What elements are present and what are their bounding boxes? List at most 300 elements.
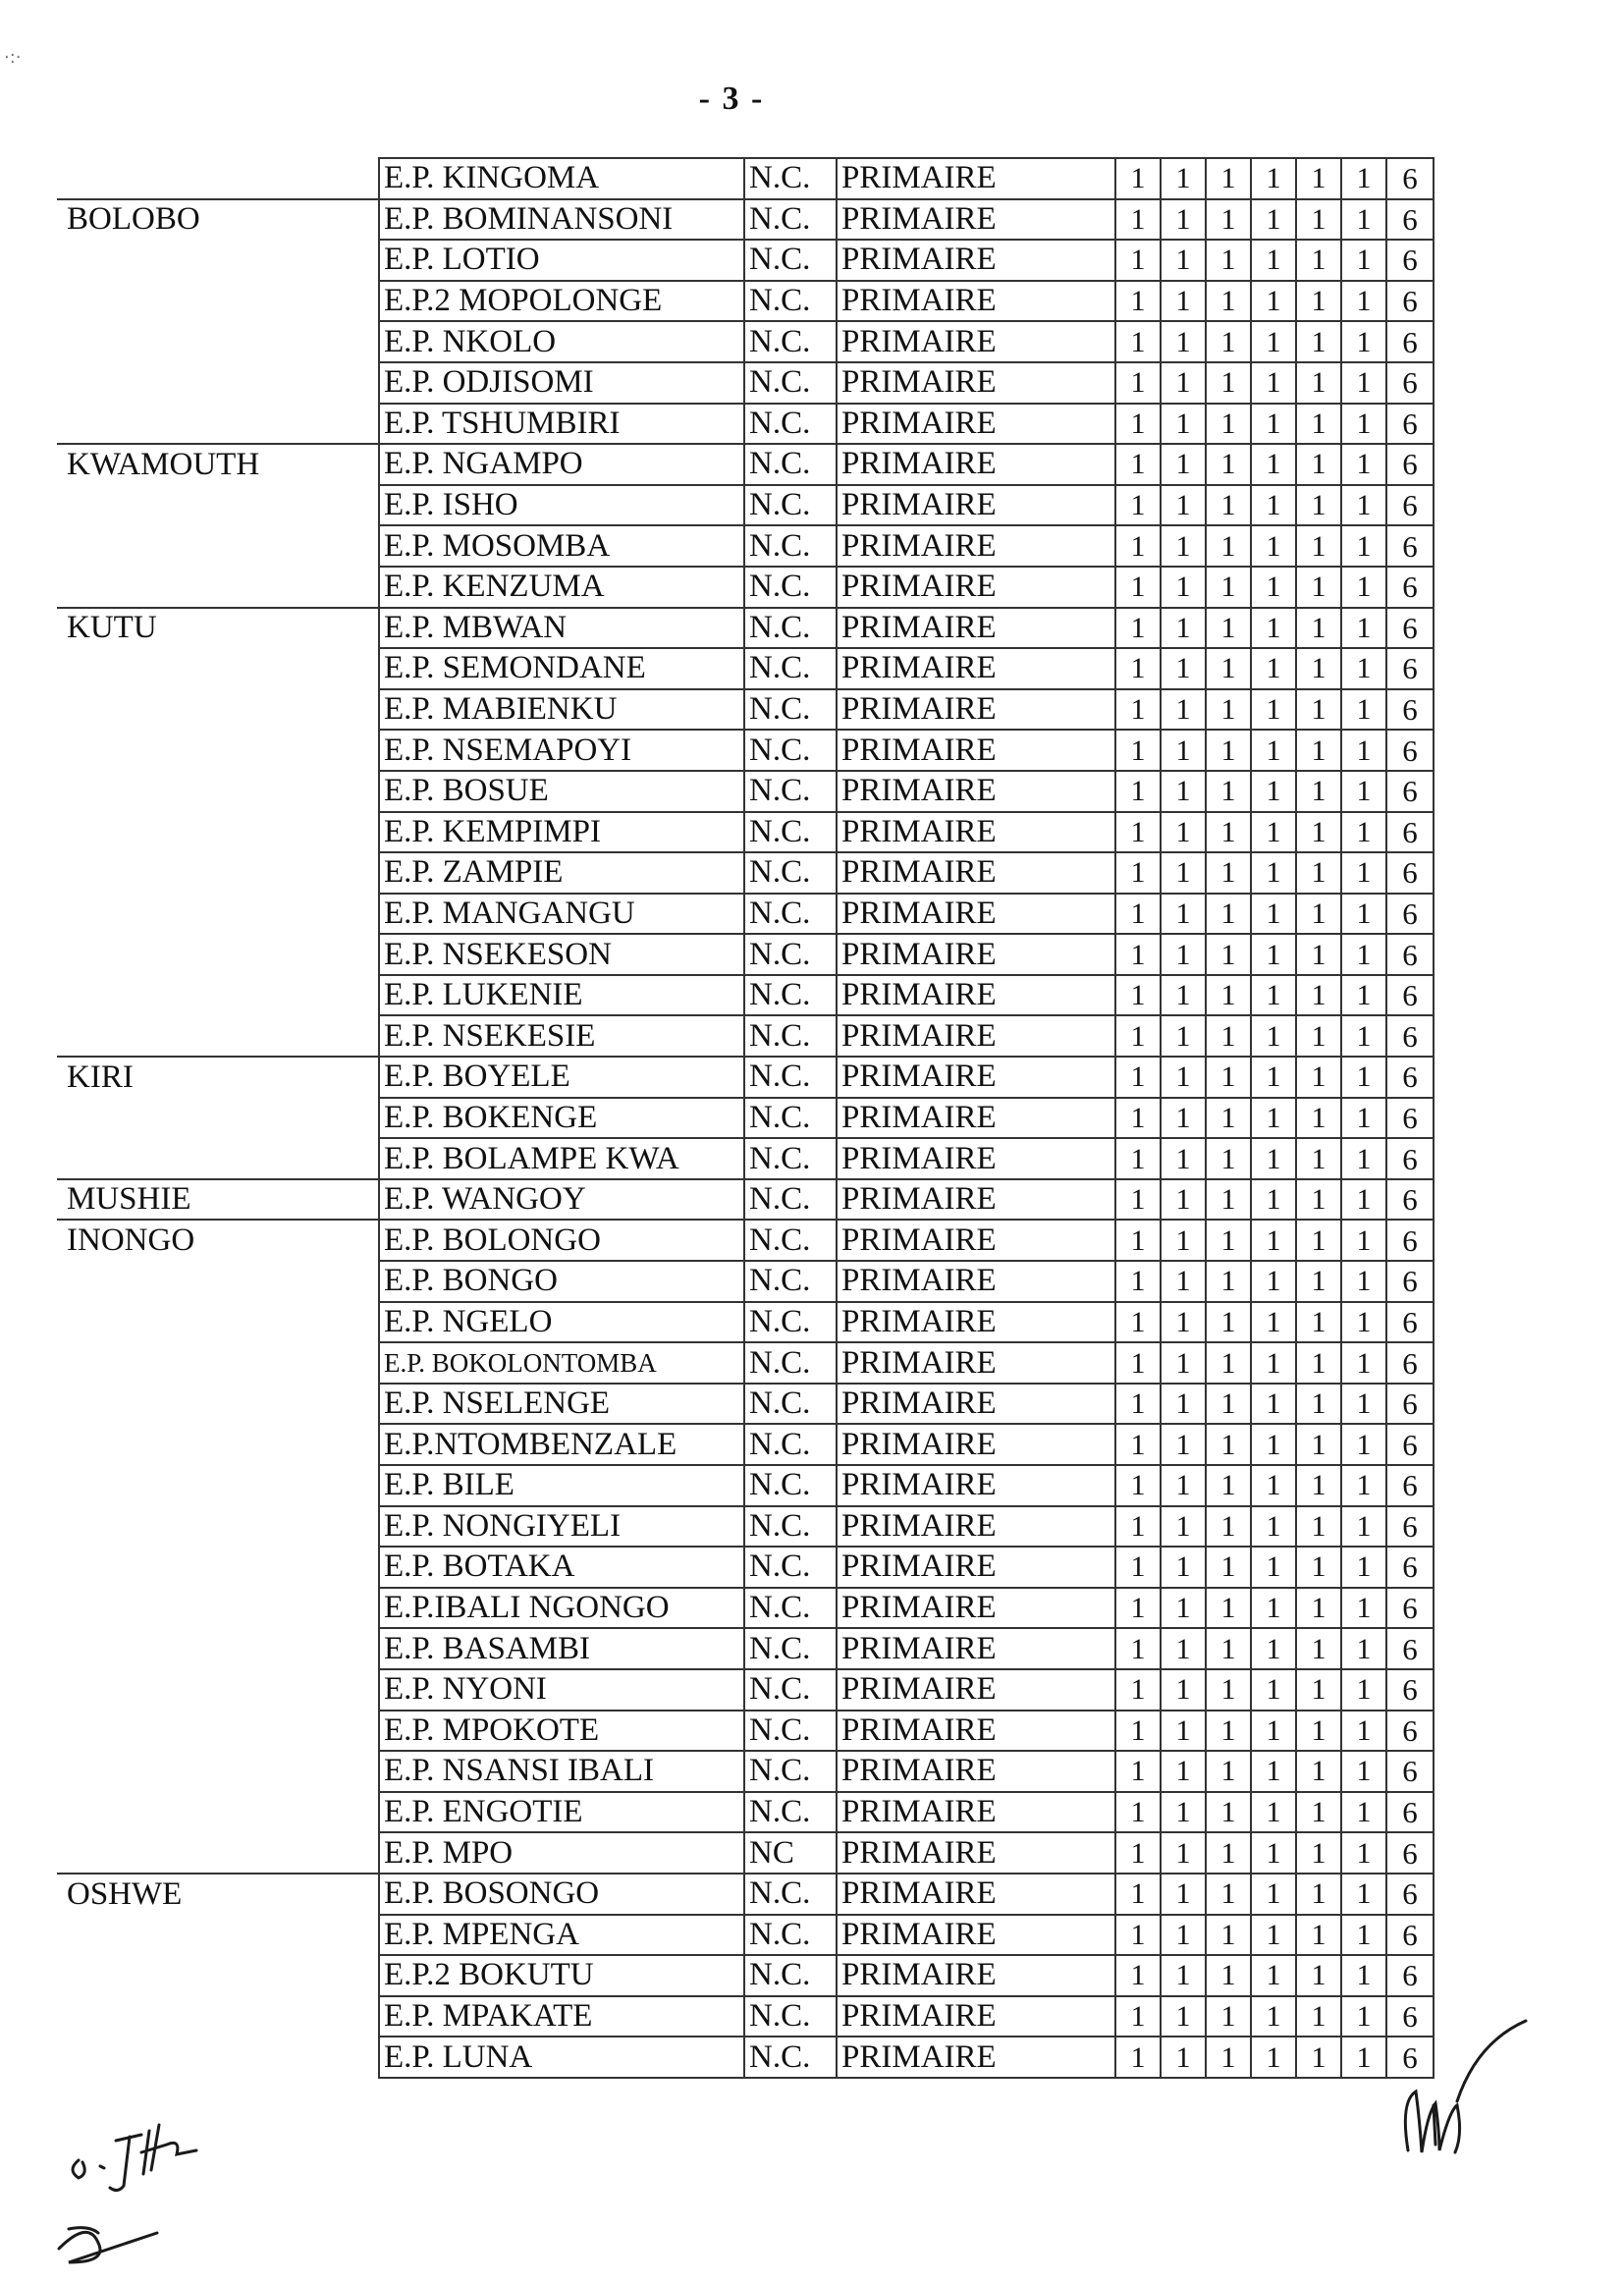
class-count-cell: 1	[1206, 1384, 1251, 1425]
school-name-cell: E.P. BOLAMPE KWA	[379, 1138, 744, 1179]
level-cell: PRIMAIRE	[837, 1711, 1115, 1752]
class-count-cell: 1	[1161, 1874, 1206, 1915]
class-count-cell: 1	[1161, 1220, 1206, 1261]
total-cell: 6	[1386, 1711, 1434, 1752]
territory-cell	[57, 281, 379, 322]
school-name-cell: E.P. BOSONGO	[379, 1874, 744, 1915]
status-cell: N.C.	[744, 1138, 837, 1179]
class-count-cell: 1	[1206, 1179, 1251, 1221]
class-count-cell: 1	[1206, 689, 1251, 731]
level-cell: PRIMAIRE	[837, 158, 1115, 199]
territory-cell	[57, 2037, 379, 2078]
school-name-cell: E.P. MPENGA	[379, 1915, 744, 1956]
table-row	[57, 485, 1434, 526]
class-count-cell: 1	[1161, 199, 1206, 241]
school-name-cell: E.P. MANGANGU	[379, 894, 744, 935]
class-count-cell: 1	[1115, 1547, 1161, 1588]
class-count-cell: 1	[1161, 812, 1206, 853]
class-count-cell: 1	[1251, 1792, 1296, 1833]
class-count-cell: 1	[1341, 894, 1386, 935]
class-count-cell: 1	[1341, 1915, 1386, 1956]
total-cell: 6	[1386, 485, 1434, 526]
level-cell: PRIMAIRE	[837, 444, 1115, 485]
level-cell: PRIMAIRE	[837, 1342, 1115, 1384]
class-count-cell: 1	[1251, 281, 1296, 322]
table-row	[57, 771, 1434, 812]
school-name-cell: E.P. NSEKESON	[379, 934, 744, 975]
class-count-cell: 1	[1296, 321, 1341, 362]
class-count-cell: 1	[1115, 1628, 1161, 1669]
class-count-cell: 1	[1115, 934, 1161, 975]
status-cell: N.C.	[744, 158, 837, 199]
table-row	[57, 689, 1434, 731]
class-count-cell: 1	[1296, 1302, 1341, 1343]
territory-cell: KWAMOUTH	[57, 444, 379, 485]
class-count-cell: 1	[1161, 1547, 1206, 1588]
class-count-cell: 1	[1341, 1424, 1386, 1465]
class-count-cell: 1	[1341, 1792, 1386, 1833]
class-count-cell: 1	[1341, 525, 1386, 567]
level-cell: PRIMAIRE	[837, 567, 1115, 608]
school-name-cell: E.P. KEMPIMPI	[379, 812, 744, 853]
class-count-cell: 1	[1251, 362, 1296, 404]
level-cell: PRIMAIRE	[837, 1832, 1115, 1874]
class-count-cell: 1	[1206, 648, 1251, 689]
class-count-cell: 1	[1206, 812, 1251, 853]
class-count-cell: 1	[1115, 2037, 1161, 2078]
territory-cell	[57, 934, 379, 975]
total-cell: 6	[1386, 404, 1434, 445]
status-cell: N.C.	[744, 1792, 837, 1833]
class-count-cell: 1	[1341, 1874, 1386, 1915]
table-row	[57, 1547, 1434, 1588]
class-count-cell: 1	[1115, 975, 1161, 1016]
territory-cell: KUTU	[57, 608, 379, 649]
class-count-cell: 1	[1161, 1628, 1206, 1669]
schools-table	[57, 157, 1435, 2079]
class-count-cell: 1	[1251, 771, 1296, 812]
table-row	[57, 1832, 1434, 1874]
table-row	[57, 934, 1434, 975]
class-count-cell: 1	[1251, 485, 1296, 526]
territory-cell	[57, 404, 379, 445]
class-count-cell: 1	[1296, 1547, 1341, 1588]
total-cell: 6	[1386, 1057, 1434, 1098]
table-row	[57, 567, 1434, 608]
handwritten-signature-right	[1394, 2003, 1571, 2170]
level-cell: PRIMAIRE	[837, 1669, 1115, 1711]
class-count-cell: 1	[1206, 1547, 1251, 1588]
level-cell: PRIMAIRE	[837, 1955, 1115, 1996]
status-cell: N.C.	[744, 1711, 837, 1752]
total-cell: 6	[1386, 1588, 1434, 1629]
level-cell: PRIMAIRE	[837, 404, 1115, 445]
school-name-cell: E.P. BASAMBI	[379, 1628, 744, 1669]
total-cell: 6	[1386, 1506, 1434, 1548]
status-cell: N.C.	[744, 852, 837, 894]
total-cell: 6	[1386, 1179, 1434, 1221]
territory-cell	[57, 1915, 379, 1956]
territory-cell: MUSHIE	[57, 1179, 379, 1221]
status-cell: N.C.	[744, 404, 837, 445]
school-name-cell: E.P.IBALI NGONGO	[379, 1588, 744, 1629]
level-cell: PRIMAIRE	[837, 1179, 1115, 1221]
school-name-cell: E.P.2 MOPOLONGE	[379, 281, 744, 322]
level-cell: PRIMAIRE	[837, 1220, 1115, 1261]
class-count-cell: 1	[1251, 1342, 1296, 1384]
status-cell: N.C.	[744, 608, 837, 649]
level-cell: PRIMAIRE	[837, 1261, 1115, 1302]
status-cell: N.C.	[744, 281, 837, 322]
class-count-cell: 1	[1161, 1955, 1206, 1996]
class-count-cell: 1	[1251, 1915, 1296, 1956]
class-count-cell: 1	[1161, 1302, 1206, 1343]
class-count-cell: 1	[1296, 362, 1341, 404]
total-cell: 6	[1386, 158, 1434, 199]
status-cell: N.C.	[744, 1261, 837, 1302]
class-count-cell: 1	[1115, 648, 1161, 689]
school-name-cell: E.P. BOKOLONTOMBA	[379, 1342, 744, 1384]
status-cell: N.C.	[744, 525, 837, 567]
class-count-cell: 1	[1206, 1588, 1251, 1629]
class-count-cell: 1	[1296, 771, 1341, 812]
class-count-cell: 1	[1296, 158, 1341, 199]
status-cell: N.C.	[744, 199, 837, 241]
table-row	[57, 1506, 1434, 1548]
class-count-cell: 1	[1161, 934, 1206, 975]
class-count-cell: 1	[1206, 1628, 1251, 1669]
territory-cell	[57, 771, 379, 812]
class-count-cell: 1	[1206, 485, 1251, 526]
class-count-cell: 1	[1206, 525, 1251, 567]
table-row	[57, 2037, 1434, 2078]
class-count-cell: 1	[1115, 1424, 1161, 1465]
class-count-cell: 1	[1115, 812, 1161, 853]
class-count-cell: 1	[1296, 1751, 1341, 1792]
class-count-cell: 1	[1341, 404, 1386, 445]
class-count-cell: 1	[1296, 975, 1341, 1016]
class-count-cell: 1	[1115, 1996, 1161, 2038]
total-cell: 6	[1386, 1628, 1434, 1669]
class-count-cell: 1	[1161, 1098, 1206, 1139]
total-cell: 6	[1386, 321, 1434, 362]
class-count-cell: 1	[1161, 1138, 1206, 1179]
school-name-cell: E.P. ISHO	[379, 485, 744, 526]
class-count-cell: 1	[1161, 1384, 1206, 1425]
level-cell: PRIMAIRE	[837, 1751, 1115, 1792]
table-row	[57, 1424, 1434, 1465]
total-cell: 6	[1386, 771, 1434, 812]
school-name-cell: E.P. NGELO	[379, 1302, 744, 1343]
class-count-cell: 1	[1206, 1098, 1251, 1139]
territory-cell	[57, 485, 379, 526]
status-cell: N.C.	[744, 240, 837, 281]
class-count-cell: 1	[1161, 1792, 1206, 1833]
class-count-cell: 1	[1296, 1424, 1341, 1465]
class-count-cell: 1	[1161, 608, 1206, 649]
level-cell: PRIMAIRE	[837, 1384, 1115, 1425]
table-row	[57, 1384, 1434, 1425]
class-count-cell: 1	[1341, 1465, 1386, 1506]
class-count-cell: 1	[1296, 812, 1341, 853]
class-count-cell: 1	[1206, 321, 1251, 362]
status-cell: N.C.	[744, 567, 837, 608]
total-cell: 6	[1386, 1384, 1434, 1425]
table-row	[57, 648, 1434, 689]
school-name-cell: E.P. MABIENKU	[379, 689, 744, 731]
school-name-cell: E.P. ODJISOMI	[379, 362, 744, 404]
total-cell: 6	[1386, 1138, 1434, 1179]
class-count-cell: 1	[1251, 1465, 1296, 1506]
class-count-cell: 1	[1341, 240, 1386, 281]
class-count-cell: 1	[1251, 934, 1296, 975]
class-count-cell: 1	[1251, 1751, 1296, 1792]
total-cell: 6	[1386, 1669, 1434, 1711]
total-cell: 6	[1386, 934, 1434, 975]
class-count-cell: 1	[1341, 934, 1386, 975]
level-cell: PRIMAIRE	[837, 894, 1115, 935]
level-cell: PRIMAIRE	[837, 1547, 1115, 1588]
status-cell: N.C.	[744, 1669, 837, 1711]
class-count-cell: 1	[1115, 199, 1161, 241]
class-count-cell: 1	[1341, 199, 1386, 241]
territory-cell	[57, 1792, 379, 1833]
class-count-cell: 1	[1115, 689, 1161, 731]
class-count-cell: 1	[1341, 1138, 1386, 1179]
level-cell: PRIMAIRE	[837, 321, 1115, 362]
class-count-cell: 1	[1251, 1015, 1296, 1057]
class-count-cell: 1	[1206, 894, 1251, 935]
status-cell: N.C.	[744, 2037, 837, 2078]
class-count-cell: 1	[1206, 730, 1251, 771]
class-count-cell: 1	[1161, 1424, 1206, 1465]
territory-cell	[57, 1955, 379, 1996]
class-count-cell: 1	[1296, 1384, 1341, 1425]
level-cell: PRIMAIRE	[837, 1465, 1115, 1506]
class-count-cell: 1	[1251, 648, 1296, 689]
status-cell: N.C.	[744, 812, 837, 853]
class-count-cell: 1	[1161, 1751, 1206, 1792]
territory-cell	[57, 1588, 379, 1629]
class-count-cell: 1	[1161, 648, 1206, 689]
class-count-cell: 1	[1251, 2037, 1296, 2078]
level-cell: PRIMAIRE	[837, 525, 1115, 567]
school-name-cell: E.P. LUKENIE	[379, 975, 744, 1016]
territory-cell: OSHWE	[57, 1874, 379, 1915]
class-count-cell: 1	[1296, 730, 1341, 771]
class-count-cell: 1	[1251, 812, 1296, 853]
class-count-cell: 1	[1251, 444, 1296, 485]
table-row	[57, 281, 1434, 322]
table-row	[57, 1220, 1434, 1261]
class-count-cell: 1	[1296, 199, 1341, 241]
total-cell: 6	[1386, 362, 1434, 404]
class-count-cell: 1	[1296, 404, 1341, 445]
table-row	[57, 1955, 1434, 1996]
class-count-cell: 1	[1161, 1588, 1206, 1629]
class-count-cell: 1	[1206, 608, 1251, 649]
class-count-cell: 1	[1296, 1179, 1341, 1221]
status-cell: N.C.	[744, 1915, 837, 1956]
level-cell: PRIMAIRE	[837, 852, 1115, 894]
class-count-cell: 1	[1161, 689, 1206, 731]
class-count-cell: 1	[1296, 1506, 1341, 1548]
table-row	[57, 1098, 1434, 1139]
total-cell: 6	[1386, 444, 1434, 485]
status-cell: N.C.	[744, 894, 837, 935]
class-count-cell: 1	[1296, 1015, 1341, 1057]
table-row	[57, 1302, 1434, 1343]
class-count-cell: 1	[1296, 1669, 1341, 1711]
total-cell: 6	[1386, 812, 1434, 853]
class-count-cell: 1	[1206, 158, 1251, 199]
status-cell: N.C.	[744, 1506, 837, 1548]
level-cell: PRIMAIRE	[837, 1506, 1115, 1548]
school-name-cell: E.P. MPAKATE	[379, 1996, 744, 2038]
handwritten-signature-left	[39, 2101, 255, 2278]
class-count-cell: 1	[1206, 771, 1251, 812]
school-name-cell: E.P. MPOKOTE	[379, 1711, 744, 1752]
total-cell: 6	[1386, 1874, 1434, 1915]
class-count-cell: 1	[1296, 240, 1341, 281]
class-count-cell: 1	[1161, 1179, 1206, 1221]
table-row	[57, 1711, 1434, 1752]
level-cell: PRIMAIRE	[837, 281, 1115, 322]
status-cell: N.C.	[744, 444, 837, 485]
class-count-cell: 1	[1296, 1792, 1341, 1833]
class-count-cell: 1	[1206, 1261, 1251, 1302]
class-count-cell: 1	[1296, 648, 1341, 689]
level-cell: PRIMAIRE	[837, 1138, 1115, 1179]
level-cell: PRIMAIRE	[837, 812, 1115, 853]
total-cell: 6	[1386, 608, 1434, 649]
class-count-cell: 1	[1341, 1588, 1386, 1629]
school-name-cell: E.P. BOSUE	[379, 771, 744, 812]
class-count-cell: 1	[1296, 1955, 1341, 1996]
class-count-cell: 1	[1115, 852, 1161, 894]
class-count-cell: 1	[1341, 1057, 1386, 1098]
class-count-cell: 1	[1115, 158, 1161, 199]
table-row	[57, 404, 1434, 445]
total-cell: 6	[1386, 2037, 1434, 2078]
class-count-cell: 1	[1161, 444, 1206, 485]
level-cell: PRIMAIRE	[837, 648, 1115, 689]
class-count-cell: 1	[1115, 321, 1161, 362]
class-count-cell: 1	[1115, 404, 1161, 445]
class-count-cell: 1	[1251, 1588, 1296, 1629]
class-count-cell: 1	[1296, 608, 1341, 649]
class-count-cell: 1	[1341, 812, 1386, 853]
school-name-cell: E.P. BOYELE	[379, 1057, 744, 1098]
class-count-cell: 1	[1206, 567, 1251, 608]
class-count-cell: 1	[1161, 362, 1206, 404]
class-count-cell: 1	[1251, 730, 1296, 771]
class-count-cell: 1	[1115, 894, 1161, 935]
class-count-cell: 1	[1251, 1832, 1296, 1874]
class-count-cell: 1	[1341, 1711, 1386, 1752]
class-count-cell: 1	[1296, 1138, 1341, 1179]
class-count-cell: 1	[1341, 1996, 1386, 2038]
status-cell: N.C.	[744, 1588, 837, 1629]
total-cell: 6	[1386, 525, 1434, 567]
school-name-cell: E.P. ENGOTIE	[379, 1792, 744, 1833]
class-count-cell: 1	[1341, 730, 1386, 771]
table-row	[57, 1138, 1434, 1179]
class-count-cell: 1	[1341, 1628, 1386, 1669]
class-count-cell: 1	[1296, 1874, 1341, 1915]
status-cell: N.C.	[744, 1057, 837, 1098]
level-cell: PRIMAIRE	[837, 689, 1115, 731]
class-count-cell: 1	[1161, 1261, 1206, 1302]
school-name-cell: E.P. LOTIO	[379, 240, 744, 281]
class-count-cell: 1	[1115, 1098, 1161, 1139]
table-row	[57, 1628, 1434, 1669]
territory-cell	[57, 362, 379, 404]
school-name-cell: E.P. TSHUMBIRI	[379, 404, 744, 445]
class-count-cell: 1	[1206, 281, 1251, 322]
total-cell: 6	[1386, 1832, 1434, 1874]
total-cell: 6	[1386, 1098, 1434, 1139]
school-name-cell: E.P. NSEKESIE	[379, 1015, 744, 1057]
status-cell: N.C.	[744, 362, 837, 404]
class-count-cell: 1	[1161, 730, 1206, 771]
total-cell: 6	[1386, 240, 1434, 281]
class-count-cell: 1	[1251, 1996, 1296, 2038]
total-cell: 6	[1386, 1015, 1434, 1057]
table-row	[57, 812, 1434, 853]
class-count-cell: 1	[1206, 2037, 1251, 2078]
class-count-cell: 1	[1341, 2037, 1386, 2078]
class-count-cell: 1	[1341, 1302, 1386, 1343]
territory-cell	[57, 852, 379, 894]
class-count-cell: 1	[1341, 771, 1386, 812]
class-count-cell: 1	[1296, 894, 1341, 935]
table-row	[57, 1015, 1434, 1057]
class-count-cell: 1	[1115, 1220, 1161, 1261]
level-cell: PRIMAIRE	[837, 362, 1115, 404]
class-count-cell: 1	[1206, 1874, 1251, 1915]
class-count-cell: 1	[1115, 771, 1161, 812]
class-count-cell: 1	[1115, 240, 1161, 281]
school-name-cell: E.P. BONGO	[379, 1261, 744, 1302]
status-cell: N.C.	[744, 771, 837, 812]
status-cell: N.C.	[744, 1015, 837, 1057]
class-count-cell: 1	[1206, 934, 1251, 975]
class-count-cell: 1	[1206, 975, 1251, 1016]
class-count-cell: 1	[1251, 1261, 1296, 1302]
table-row	[57, 525, 1434, 567]
school-name-cell: E.P. BOTAKA	[379, 1547, 744, 1588]
table-row	[57, 852, 1434, 894]
total-cell: 6	[1386, 648, 1434, 689]
territory-cell: INONGO	[57, 1220, 379, 1261]
class-count-cell: 1	[1251, 1057, 1296, 1098]
level-cell: PRIMAIRE	[837, 934, 1115, 975]
schools-table-body	[57, 158, 1434, 2078]
class-count-cell: 1	[1161, 1711, 1206, 1752]
class-count-cell: 1	[1251, 1098, 1296, 1139]
table-row	[57, 1792, 1434, 1833]
class-count-cell: 1	[1161, 321, 1206, 362]
territory-cell	[57, 812, 379, 853]
level-cell: PRIMAIRE	[837, 240, 1115, 281]
class-count-cell: 1	[1115, 1792, 1161, 1833]
school-name-cell: E.P. NGAMPO	[379, 444, 744, 485]
level-cell: PRIMAIRE	[837, 1588, 1115, 1629]
class-count-cell: 1	[1251, 852, 1296, 894]
total-cell: 6	[1386, 1955, 1434, 1996]
status-cell: N.C.	[744, 1302, 837, 1343]
